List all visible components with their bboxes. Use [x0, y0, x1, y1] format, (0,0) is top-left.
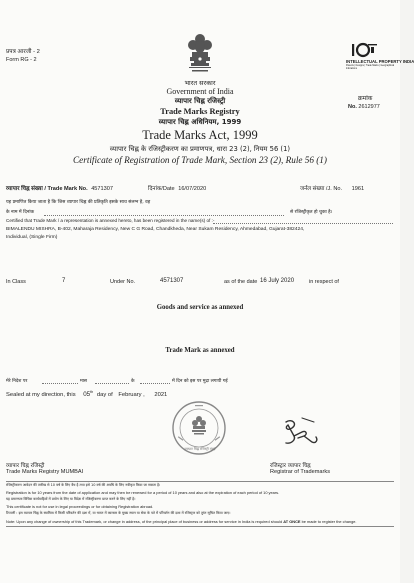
- ip-logo-name: INTELLECTUAL PROPERTY INDIA: [346, 59, 414, 64]
- sealed-day: 05: [83, 390, 91, 398]
- class-label: In Class: [6, 279, 26, 285]
- note-3-part-1: Note: Upon any change of ownership of this Trademark, or change in address, of the principal place of business or address for service in India is required should: [6, 519, 284, 524]
- registrar-title: Registrar of Trademarks: [270, 469, 330, 475]
- as-of-date: 16 July 2020: [260, 278, 295, 284]
- note-3: [6, 519, 394, 524]
- form-label-hindi: प्रपत्र आरजी - 2: [6, 49, 40, 55]
- divider: [6, 481, 394, 482]
- dotted-line: [42, 383, 78, 384]
- serial-value: 2612977: [358, 104, 380, 110]
- tm-number-label: व्यापार चिह्न संख्या / Trade Mark No.: [6, 186, 88, 192]
- serial-label: No.: [348, 104, 357, 110]
- sealed-day-of: day of: [96, 391, 113, 398]
- date-label: दिनांक/Date: [148, 186, 175, 192]
- cert-title: Certificate of Registration of Trade Mark, Section 23 (2), Rule 56 (1): [73, 155, 327, 165]
- under-no-value: 4571307: [160, 278, 184, 284]
- registry-hindi-footer: व्यापार चिह्न रजिस्ट्री: [6, 463, 45, 469]
- note-1: Registration is for 10 years from the date of application and may then be renewed for a period of 10 years and also at the expiration of each period of 10 years.: [6, 490, 280, 495]
- journal-value: 1961: [351, 186, 365, 192]
- sealed-day-suffix: th: [90, 390, 94, 394]
- note-2: This certificate is not for use in legal proceedings or for obtaining Registration abroad.: [6, 504, 154, 509]
- note-2-hindi: यह प्रमाणपत्र विधिक कार्यवाहियों में प्रयोग के लिए या विदेश में रजिस्ट्रीकरण प्राप्त करने के लिए नहीं है।: [6, 497, 136, 501]
- seal-hindi-1: मेरे निदेश पर: [6, 379, 28, 384]
- as-of-label: as of the date: [224, 279, 258, 285]
- cert-hindi: व्यापार चिह्न के रजिस्ट्रीकरण का प्रमाणपत्र, धारा 23 (2), नियम 56 (1): [109, 145, 291, 153]
- ip-logo-icon: [352, 43, 378, 57]
- act-hindi: व्यापार चिह्न अधिनियम, 1999: [158, 118, 242, 126]
- dotted-line: [213, 223, 393, 224]
- act-title: Trade Marks Act, 1999: [142, 128, 258, 142]
- tm-number-row: [6, 184, 113, 192]
- seal-text: व्यापार चिह्न रजिस्ट्री मुंबई: [184, 447, 216, 451]
- journal-row: [300, 184, 364, 192]
- note-3-part-2: be made to register the change.: [300, 519, 357, 524]
- sealed-label: Sealed at my direction, this: [6, 391, 76, 398]
- note-3-emphasis: AT ONCE: [283, 519, 301, 524]
- registry-hindi: व्यापार चिह्न रजिस्ट्री: [174, 97, 226, 105]
- in-respect-label: in respect of: [309, 279, 339, 285]
- seal-hindi-2: मास: [80, 379, 88, 384]
- sealed-line: [6, 390, 167, 398]
- under-no-label: Under No.: [110, 279, 136, 285]
- registrar-signature: [272, 416, 322, 450]
- certify-text: Certified that Trade Mark / a representation is annexed hereto, has been registered in the name(s) of :-: [6, 218, 215, 223]
- dotted-line: [44, 215, 284, 216]
- emblem-icon: [186, 33, 214, 77]
- owner-address: BIMALENDU MISHRA, B-402, Maharaja Residency, New C G Road, Chandkheda, Near Sukam Residency, Ahmedabad, Gujarat-382424,: [6, 227, 305, 232]
- registry-footer: Trade Marks Registry MUMBAI: [6, 469, 84, 475]
- seal-hindi-3: के: [131, 379, 135, 384]
- registrar-hindi: रजिस्ट्रार व्यापार चिह्न: [270, 463, 311, 469]
- registry-title: Trade Marks Registry: [160, 107, 240, 116]
- ip-logo-tagline: Patents | Designs | Trade Marks | Geographical Indications: [346, 65, 395, 70]
- certify-hindi-3: से रजिस्ट्रीकृत हो चुका है।: [290, 210, 333, 215]
- dotted-line: [95, 383, 129, 384]
- date-value: 16/07/2020: [178, 186, 207, 192]
- certify-hindi-2: के नाम में दिनांक: [6, 210, 35, 215]
- dotted-line: [140, 383, 170, 384]
- divider: [6, 526, 394, 527]
- goods-services: Goods and service as annexed: [156, 304, 244, 311]
- sealed-month: February ,: [118, 391, 145, 398]
- certify-hindi-1: यह प्रमाणित किया जाता है कि जिस व्यापार चिह्न की प्रतिकृति इसके साथ संलग्न है, वह: [6, 200, 151, 205]
- owner-type: Individual, (Single Firm): [6, 235, 58, 240]
- sealed-year: 2021: [154, 391, 168, 398]
- class-value: 7: [62, 278, 66, 284]
- note-3-hindi: टिप्पणी : इस व्यापार चिह्न के स्वामित्व में किसी परिवर्तन की दशा में, या भारत में कारबार के मुख्य स्थान या सेवा के पते में परिवर्तन की दशा में रजिस्ट्रार को तुरंत सूचित किया जाए।: [6, 511, 231, 515]
- govt-hindi: भारत सरकार: [184, 79, 216, 87]
- serial-number: [348, 104, 380, 110]
- govt-title: Government of India: [166, 87, 234, 96]
- tm-number: 4571307: [91, 186, 113, 192]
- ip-india-logo: [346, 43, 414, 77]
- trade-mark-annexed: Trade Mark as annexed: [165, 347, 235, 354]
- date-row: [148, 184, 206, 192]
- journal-label: जर्नल संख्या /J. No.: [300, 186, 343, 192]
- serial-label-hindi: क्रमांक: [358, 95, 373, 102]
- form-label: Form RG - 2: [6, 57, 37, 63]
- note-1-hindi: रजिस्ट्रीकरण आवेदन की तारीख से 10 वर्ष के लिए वैध है तथा इसे 10 वर्ष की अवधि के लिए नवीकृत किया जा सकता है।: [6, 483, 161, 487]
- seal-hindi-4: में दिन को इस पर मुद्रा लगायी गई: [172, 379, 228, 384]
